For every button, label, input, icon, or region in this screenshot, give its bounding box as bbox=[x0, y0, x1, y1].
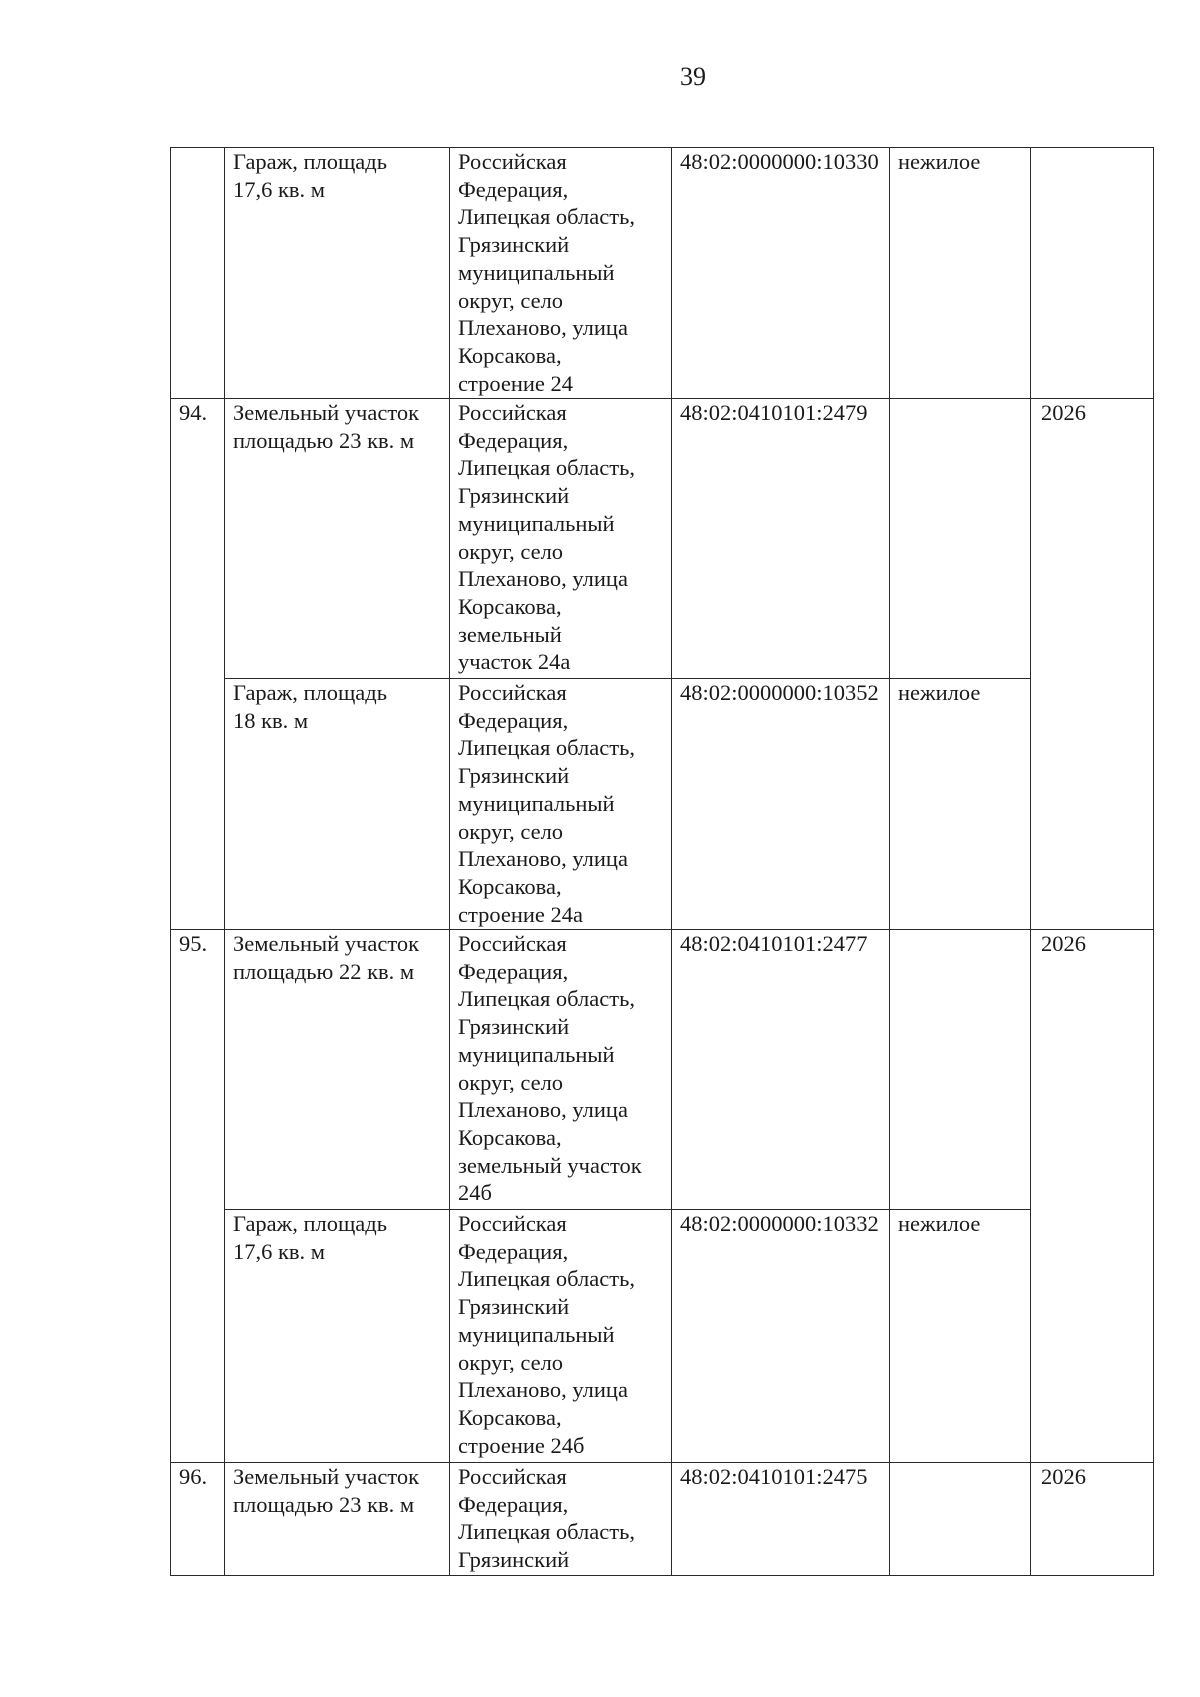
address-cell: Российская Федерация, Липецкая область, Грязинский bbox=[450, 1463, 672, 1576]
cadastral-number-cell: 48:02:0410101:2475 bbox=[672, 1463, 890, 1576]
object-name-cell: Гараж, площадь 17,6 кв. м bbox=[225, 148, 450, 399]
object-name-cell: Гараж, площадь 18 кв. м bbox=[225, 679, 450, 930]
address-cell: Российская Федерация, Липецкая область, Грязинский муниципальный округ, село Плеханово, улица Корсакова, строение 24 bbox=[450, 148, 672, 399]
year-cell: 2026 bbox=[1031, 1463, 1154, 1576]
page-number: 39 bbox=[680, 62, 706, 91]
table-row bbox=[171, 679, 1154, 930]
row-number-cell bbox=[171, 148, 225, 399]
table-row bbox=[171, 1210, 1154, 1463]
address-cell: Российская Федерация, Липецкая область, Грязинский муниципальный округ, село Плеханово, улица Корсакова, земельный участок 24а bbox=[450, 399, 672, 679]
object-name-cell: Земельный участок площадью 22 кв. м bbox=[225, 930, 450, 1210]
cadastral-number-cell: 48:02:0000000:10332 bbox=[672, 1210, 890, 1463]
object-name-cell: Гараж, площадь 17,6 кв. м bbox=[225, 1210, 450, 1463]
address-cell: Российская Федерация, Липецкая область, Грязинский муниципальный округ, село Плеханово, улица Корсакова, строение 24б bbox=[450, 1210, 672, 1463]
cadastral-number-cell: 48:02:0410101:2479 bbox=[672, 399, 890, 679]
object-type-cell bbox=[890, 1463, 1031, 1576]
cadastral-number-cell: 48:02:0000000:10352 bbox=[672, 679, 890, 930]
object-type-cell: нежилое bbox=[890, 679, 1031, 930]
address-cell: Российская Федерация, Липецкая область, Грязинский муниципальный округ, село Плеханово, улица Корсакова, строение 24а bbox=[450, 679, 672, 930]
table-row bbox=[171, 148, 1154, 399]
table-row bbox=[171, 399, 1154, 679]
object-type-cell bbox=[890, 399, 1031, 679]
year-cell: 2026 bbox=[1031, 930, 1154, 1463]
row-number-cell: 95. bbox=[171, 930, 225, 1463]
table-row bbox=[171, 930, 1154, 1210]
year-cell bbox=[1031, 148, 1154, 399]
property-registry-table bbox=[170, 147, 1154, 1576]
table-row bbox=[171, 1463, 1154, 1576]
year-cell: 2026 bbox=[1031, 399, 1154, 930]
cadastral-number-cell: 48:02:0000000:10330 bbox=[672, 148, 890, 399]
object-name-cell: Земельный участок площадью 23 кв. м bbox=[225, 1463, 450, 1576]
address-cell: Российская Федерация, Липецкая область, Грязинский муниципальный округ, село Плеханово, улица Корсакова, земельный участок 24б bbox=[450, 930, 672, 1210]
object-type-cell bbox=[890, 930, 1031, 1210]
object-name-cell: Земельный участок площадью 23 кв. м bbox=[225, 399, 450, 679]
row-number-cell: 94. bbox=[171, 399, 225, 930]
cadastral-number-cell: 48:02:0410101:2477 bbox=[672, 930, 890, 1210]
row-number-cell: 96. bbox=[171, 1463, 225, 1576]
object-type-cell: нежилое bbox=[890, 148, 1031, 399]
object-type-cell: нежилое bbox=[890, 1210, 1031, 1463]
